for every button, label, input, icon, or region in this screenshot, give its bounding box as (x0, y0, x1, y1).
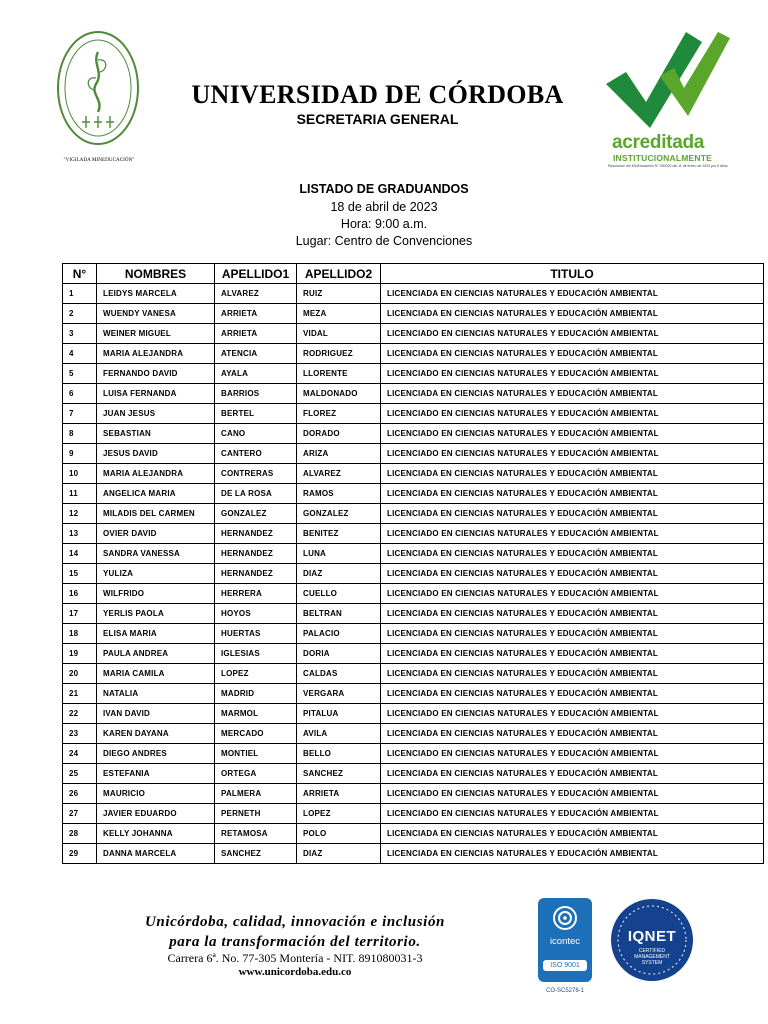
cell-title: LICENCIADO EN CIENCIAS NATURALES Y EDUCACIÓN AMBIENTAL (381, 444, 764, 464)
cell-title: LICENCIADA EN CIENCIAS NATURALES Y EDUCACIÓN AMBIENTAL (381, 844, 764, 864)
cell-number: 3 (63, 324, 97, 344)
header-surname1: APELLIDO1 (215, 264, 297, 284)
seal-motto: "VIGILADA MINEDUCACIÓN" (63, 158, 135, 163)
department-subtitle: SECRETARIA GENERAL (296, 111, 459, 127)
table-header-row (63, 264, 764, 284)
cell-surname1: CANTERO (215, 444, 297, 464)
table-row (63, 324, 764, 344)
table-row (63, 704, 764, 724)
table-row (63, 284, 764, 304)
cell-surname2: MEZA (297, 304, 381, 324)
icontec-word: icontec (549, 936, 581, 947)
cell-names: NATALIA (97, 684, 215, 704)
cell-surname1: ORTEGA (215, 764, 297, 784)
cell-surname2: VIDAL (297, 324, 381, 344)
cell-names: ANGELICA MARIA (97, 484, 215, 504)
iqnet-word: IQNET (627, 928, 677, 945)
cell-surname1: MARMOL (215, 704, 297, 724)
cell-surname1: ARRIETA (215, 324, 297, 344)
cell-surname2: SANCHEZ (297, 764, 381, 784)
cell-names: IVAN DAVID (97, 704, 215, 724)
cell-title: LICENCIADO EN CIENCIAS NATURALES Y EDUCACIÓN AMBIENTAL (381, 364, 764, 384)
cell-surname1: HUERTAS (215, 624, 297, 644)
cell-title: LICENCIADO EN CIENCIAS NATURALES Y EDUCACIÓN AMBIENTAL (381, 424, 764, 444)
cell-names: YULIZA (97, 564, 215, 584)
cell-names: JESUS DAVID (97, 444, 215, 464)
cell-number: 7 (63, 404, 97, 424)
university-title: UNIVERSIDAD DE CÓRDOBA (191, 80, 564, 109)
cell-surname1: HOYOS (215, 604, 297, 624)
cell-surname1: HERNANDEZ (215, 564, 297, 584)
cell-surname1: RETAMOSA (215, 824, 297, 844)
cell-surname1: GONZALEZ (215, 504, 297, 524)
cell-number: 22 (63, 704, 97, 724)
table-row (63, 444, 764, 464)
cell-surname2: LUNA (297, 544, 381, 564)
table-row (63, 304, 764, 324)
cell-surname2: DIAZ (297, 844, 381, 864)
table-body (63, 284, 764, 864)
cell-surname2: RAMOS (297, 484, 381, 504)
cell-surname1: MONTIEL (215, 744, 297, 764)
cell-surname2: BENITEZ (297, 524, 381, 544)
cell-title: LICENCIADA EN CIENCIAS NATURALES Y EDUCACIÓN AMBIENTAL (381, 624, 764, 644)
table-row (63, 484, 764, 504)
cell-surname2: PITALUA (297, 704, 381, 724)
cell-surname1: IGLESIAS (215, 644, 297, 664)
cell-names: MARIA ALEJANDRA (97, 464, 215, 484)
cell-title: LICENCIADA EN CIENCIAS NATURALES Y EDUCACIÓN AMBIENTAL (381, 604, 764, 624)
cell-title: LICENCIADA EN CIENCIAS NATURALES Y EDUCACIÓN AMBIENTAL (381, 304, 764, 324)
cell-names: WUENDY VANESA (97, 304, 215, 324)
cell-surname1: HERRERA (215, 584, 297, 604)
accreditation-subtitle: INSTITUCIONALMENTE (613, 153, 712, 163)
cell-title: LICENCIADO EN CIENCIAS NATURALES Y EDUCACIÓN AMBIENTAL (381, 584, 764, 604)
address: Carrera 6ª. No. 77-305 Montería - NIT. 891080031-3 (167, 951, 423, 965)
slogan-line-2: para la transformación del territorio. (169, 934, 421, 950)
cell-names: PAULA ANDREA (97, 644, 215, 664)
cell-title: LICENCIADA EN CIENCIAS NATURALES Y EDUCACIÓN AMBIENTAL (381, 344, 764, 364)
cell-names: JAVIER EDUARDO (97, 804, 215, 824)
table-row (63, 364, 764, 384)
cell-title: LICENCIADA EN CIENCIAS NATURALES Y EDUCACIÓN AMBIENTAL (381, 684, 764, 704)
cell-number: 17 (63, 604, 97, 624)
cell-names: OVIER DAVID (97, 524, 215, 544)
cell-title: LICENCIADA EN CIENCIAS NATURALES Y EDUCACIÓN AMBIENTAL (381, 764, 764, 784)
table-row (63, 424, 764, 444)
event-date: 18 de abril de 2023 (330, 200, 438, 214)
cell-surname2: ARIZA (297, 444, 381, 464)
cell-surname1: HERNANDEZ (215, 544, 297, 564)
cell-names: SANDRA VANESSA (97, 544, 215, 564)
table-row (63, 624, 764, 644)
cell-surname1: ARRIETA (215, 304, 297, 324)
event-place: Lugar: Centro de Convenciones (295, 234, 473, 248)
cell-number: 23 (63, 724, 97, 744)
icontec-certification-badge (538, 898, 592, 982)
event-time: Hora: 9:00 a.m. (340, 217, 428, 231)
cell-surname2: FLOREZ (297, 404, 381, 424)
cell-names: FERNANDO DAVID (97, 364, 215, 384)
cell-surname2: DIAZ (297, 564, 381, 584)
cell-number: 10 (63, 464, 97, 484)
table-row (63, 344, 764, 364)
cell-number: 24 (63, 744, 97, 764)
cell-number: 28 (63, 824, 97, 844)
cell-surname2: BELLO (297, 744, 381, 764)
cell-number: 27 (63, 804, 97, 824)
cell-title: LICENCIADA EN CIENCIAS NATURALES Y EDUCACIÓN AMBIENTAL (381, 544, 764, 564)
cell-number: 9 (63, 444, 97, 464)
table-row (63, 644, 764, 664)
cell-title: LICENCIADO EN CIENCIAS NATURALES Y EDUCACIÓN AMBIENTAL (381, 784, 764, 804)
table-row (63, 824, 764, 844)
cell-surname1: LOPEZ (215, 664, 297, 684)
cell-title: LICENCIADA EN CIENCIAS NATURALES Y EDUCACIÓN AMBIENTAL (381, 824, 764, 844)
cell-number: 2 (63, 304, 97, 324)
table-row (63, 744, 764, 764)
website-link[interactable]: www.unicordoba.edu.co (238, 966, 352, 978)
cell-surname2: ARRIETA (297, 784, 381, 804)
cell-surname2: BELTRAN (297, 604, 381, 624)
cell-names: ESTEFANIA (97, 764, 215, 784)
graduates-table (62, 263, 764, 864)
checkmarks-icon (600, 28, 730, 132)
table-row (63, 764, 764, 784)
cell-names: MAURICIO (97, 784, 215, 804)
cell-title: LICENCIADO EN CIENCIAS NATURALES Y EDUCACIÓN AMBIENTAL (381, 524, 764, 544)
cell-names: WILFRIDO (97, 584, 215, 604)
table-row (63, 784, 764, 804)
cell-title: LICENCIADO EN CIENCIAS NATURALES Y EDUCACIÓN AMBIENTAL (381, 404, 764, 424)
cell-surname2: MALDONADO (297, 384, 381, 404)
cell-names: JUAN JESUS (97, 404, 215, 424)
cell-number: 4 (63, 344, 97, 364)
cell-surname2: CALDAS (297, 664, 381, 684)
cell-number: 18 (63, 624, 97, 644)
cell-number: 5 (63, 364, 97, 384)
cell-surname2: POLO (297, 824, 381, 844)
header-names: NOMBRES (97, 264, 215, 284)
cell-surname2: RODRIGUEZ (297, 344, 381, 364)
cell-surname2: LLORENTE (297, 364, 381, 384)
cell-number: 12 (63, 504, 97, 524)
cell-surname1: DE LA ROSA (215, 484, 297, 504)
cell-names: KAREN DAYANA (97, 724, 215, 744)
cell-surname1: ATENCIA (215, 344, 297, 364)
cell-names: LUISA FERNANDA (97, 384, 215, 404)
table-row (63, 804, 764, 824)
cell-number: 20 (63, 664, 97, 684)
list-title: LISTADO DE GRADUANDOS (299, 182, 469, 196)
header-surname2: APELLIDO2 (297, 264, 381, 284)
cell-surname2: GONZALEZ (297, 504, 381, 524)
accreditation-resolution: Resolución del MinEducación N° 000020 del 11 de enero de 2023 por 6 años (608, 164, 728, 168)
cell-number: 6 (63, 384, 97, 404)
cell-surname1: AYALA (215, 364, 297, 384)
cell-names: MARIA ALEJANDRA (97, 344, 215, 364)
university-seal-icon (56, 30, 140, 146)
cell-title: LICENCIADA EN CIENCIAS NATURALES Y EDUCACIÓN AMBIENTAL (381, 284, 764, 304)
table-row (63, 384, 764, 404)
cell-number: 29 (63, 844, 97, 864)
cell-names: DANNA MARCELA (97, 844, 215, 864)
cell-names: MARIA CAMILA (97, 664, 215, 684)
cell-title: LICENCIADO EN CIENCIAS NATURALES Y EDUCACIÓN AMBIENTAL (381, 324, 764, 344)
cell-surname1: ALVAREZ (215, 284, 297, 304)
table-row (63, 504, 764, 524)
cell-title: LICENCIADA EN CIENCIAS NATURALES Y EDUCACIÓN AMBIENTAL (381, 464, 764, 484)
cell-names: ELISA MARIA (97, 624, 215, 644)
accreditation-word: acreditada (612, 132, 705, 153)
cell-surname2: PALACIO (297, 624, 381, 644)
cell-title: LICENCIADA EN CIENCIAS NATURALES Y EDUCACIÓN AMBIENTAL (381, 644, 764, 664)
table-row (63, 464, 764, 484)
cell-surname1: CANO (215, 424, 297, 444)
cell-surname1: BERTEL (215, 404, 297, 424)
cell-surname1: MADRID (215, 684, 297, 704)
cell-surname1: BARRIOS (215, 384, 297, 404)
cell-number: 14 (63, 544, 97, 564)
cell-names: SEBASTIAN (97, 424, 215, 444)
cell-title: LICENCIADO EN CIENCIAS NATURALES Y EDUCACIÓN AMBIENTAL (381, 804, 764, 824)
table-row (63, 724, 764, 744)
cell-names: WEINER MIGUEL (97, 324, 215, 344)
cell-surname1: PALMERA (215, 784, 297, 804)
cell-title: LICENCIADA EN CIENCIAS NATURALES Y EDUCACIÓN AMBIENTAL (381, 724, 764, 744)
cell-title: LICENCIADO EN CIENCIAS NATURALES Y EDUCACIÓN AMBIENTAL (381, 744, 764, 764)
table-row (63, 584, 764, 604)
cell-title: LICENCIADA EN CIENCIAS NATURALES Y EDUCACIÓN AMBIENTAL (381, 384, 764, 404)
cell-names: DIEGO ANDRES (97, 744, 215, 764)
cell-surname1: HERNANDEZ (215, 524, 297, 544)
iqnet-certification-badge (610, 898, 694, 982)
cell-number: 16 (63, 584, 97, 604)
cell-names: KELLY JOHANNA (97, 824, 215, 844)
iso-label: ISO 9001 (543, 960, 587, 971)
cell-number: 21 (63, 684, 97, 704)
table-row (63, 664, 764, 684)
cell-surname2: AVILA (297, 724, 381, 744)
table-row (63, 404, 764, 424)
header-title: TITULO (381, 264, 764, 284)
cell-title: LICENCIADA EN CIENCIAS NATURALES Y EDUCACIÓN AMBIENTAL (381, 664, 764, 684)
cell-title: LICENCIADA EN CIENCIAS NATURALES Y EDUCACIÓN AMBIENTAL (381, 564, 764, 584)
cell-names: LEIDYS MARCELA (97, 284, 215, 304)
cell-number: 15 (63, 564, 97, 584)
cell-surname2: RUIZ (297, 284, 381, 304)
cell-surname2: DORIA (297, 644, 381, 664)
cell-surname2: CUELLO (297, 584, 381, 604)
cell-surname2: LOPEZ (297, 804, 381, 824)
cell-surname2: ALVAREZ (297, 464, 381, 484)
cell-number: 26 (63, 784, 97, 804)
table-row (63, 564, 764, 584)
cell-title: LICENCIADA EN CIENCIAS NATURALES Y EDUCACIÓN AMBIENTAL (381, 484, 764, 504)
cell-title: LICENCIADA EN CIENCIAS NATURALES Y EDUCACIÓN AMBIENTAL (381, 504, 764, 524)
cell-surname1: CONTRERAS (215, 464, 297, 484)
table-row (63, 604, 764, 624)
cell-surname1: SANCHEZ (215, 844, 297, 864)
cell-number: 1 (63, 284, 97, 304)
icontec-code: CO-SC5278-1 (545, 988, 584, 994)
cell-number: 11 (63, 484, 97, 504)
cell-names: MILADIS DEL CARMEN (97, 504, 215, 524)
accreditation-logo (600, 28, 730, 178)
cell-number: 13 (63, 524, 97, 544)
table-row (63, 524, 764, 544)
slogan-line-1: Unicórdoba, calidad, innovación e inclusión (145, 914, 445, 930)
table-row (63, 544, 764, 564)
cell-number: 8 (63, 424, 97, 444)
cell-surname2: DORADO (297, 424, 381, 444)
cell-names: YERLIS PAOLA (97, 604, 215, 624)
table-row (63, 844, 764, 864)
cell-title: LICENCIADO EN CIENCIAS NATURALES Y EDUCACIÓN AMBIENTAL (381, 704, 764, 724)
cell-number: 25 (63, 764, 97, 784)
cell-surname1: PERNETH (215, 804, 297, 824)
header-number: N° (63, 264, 97, 284)
cell-number: 19 (63, 644, 97, 664)
cell-surname2: VERGARA (297, 684, 381, 704)
iqnet-subtitle: CERTIFIED MANAGEMENT SYSTEM (634, 948, 670, 966)
cell-surname1: MERCADO (215, 724, 297, 744)
university-seal-logo (56, 30, 142, 172)
table-row (63, 684, 764, 704)
